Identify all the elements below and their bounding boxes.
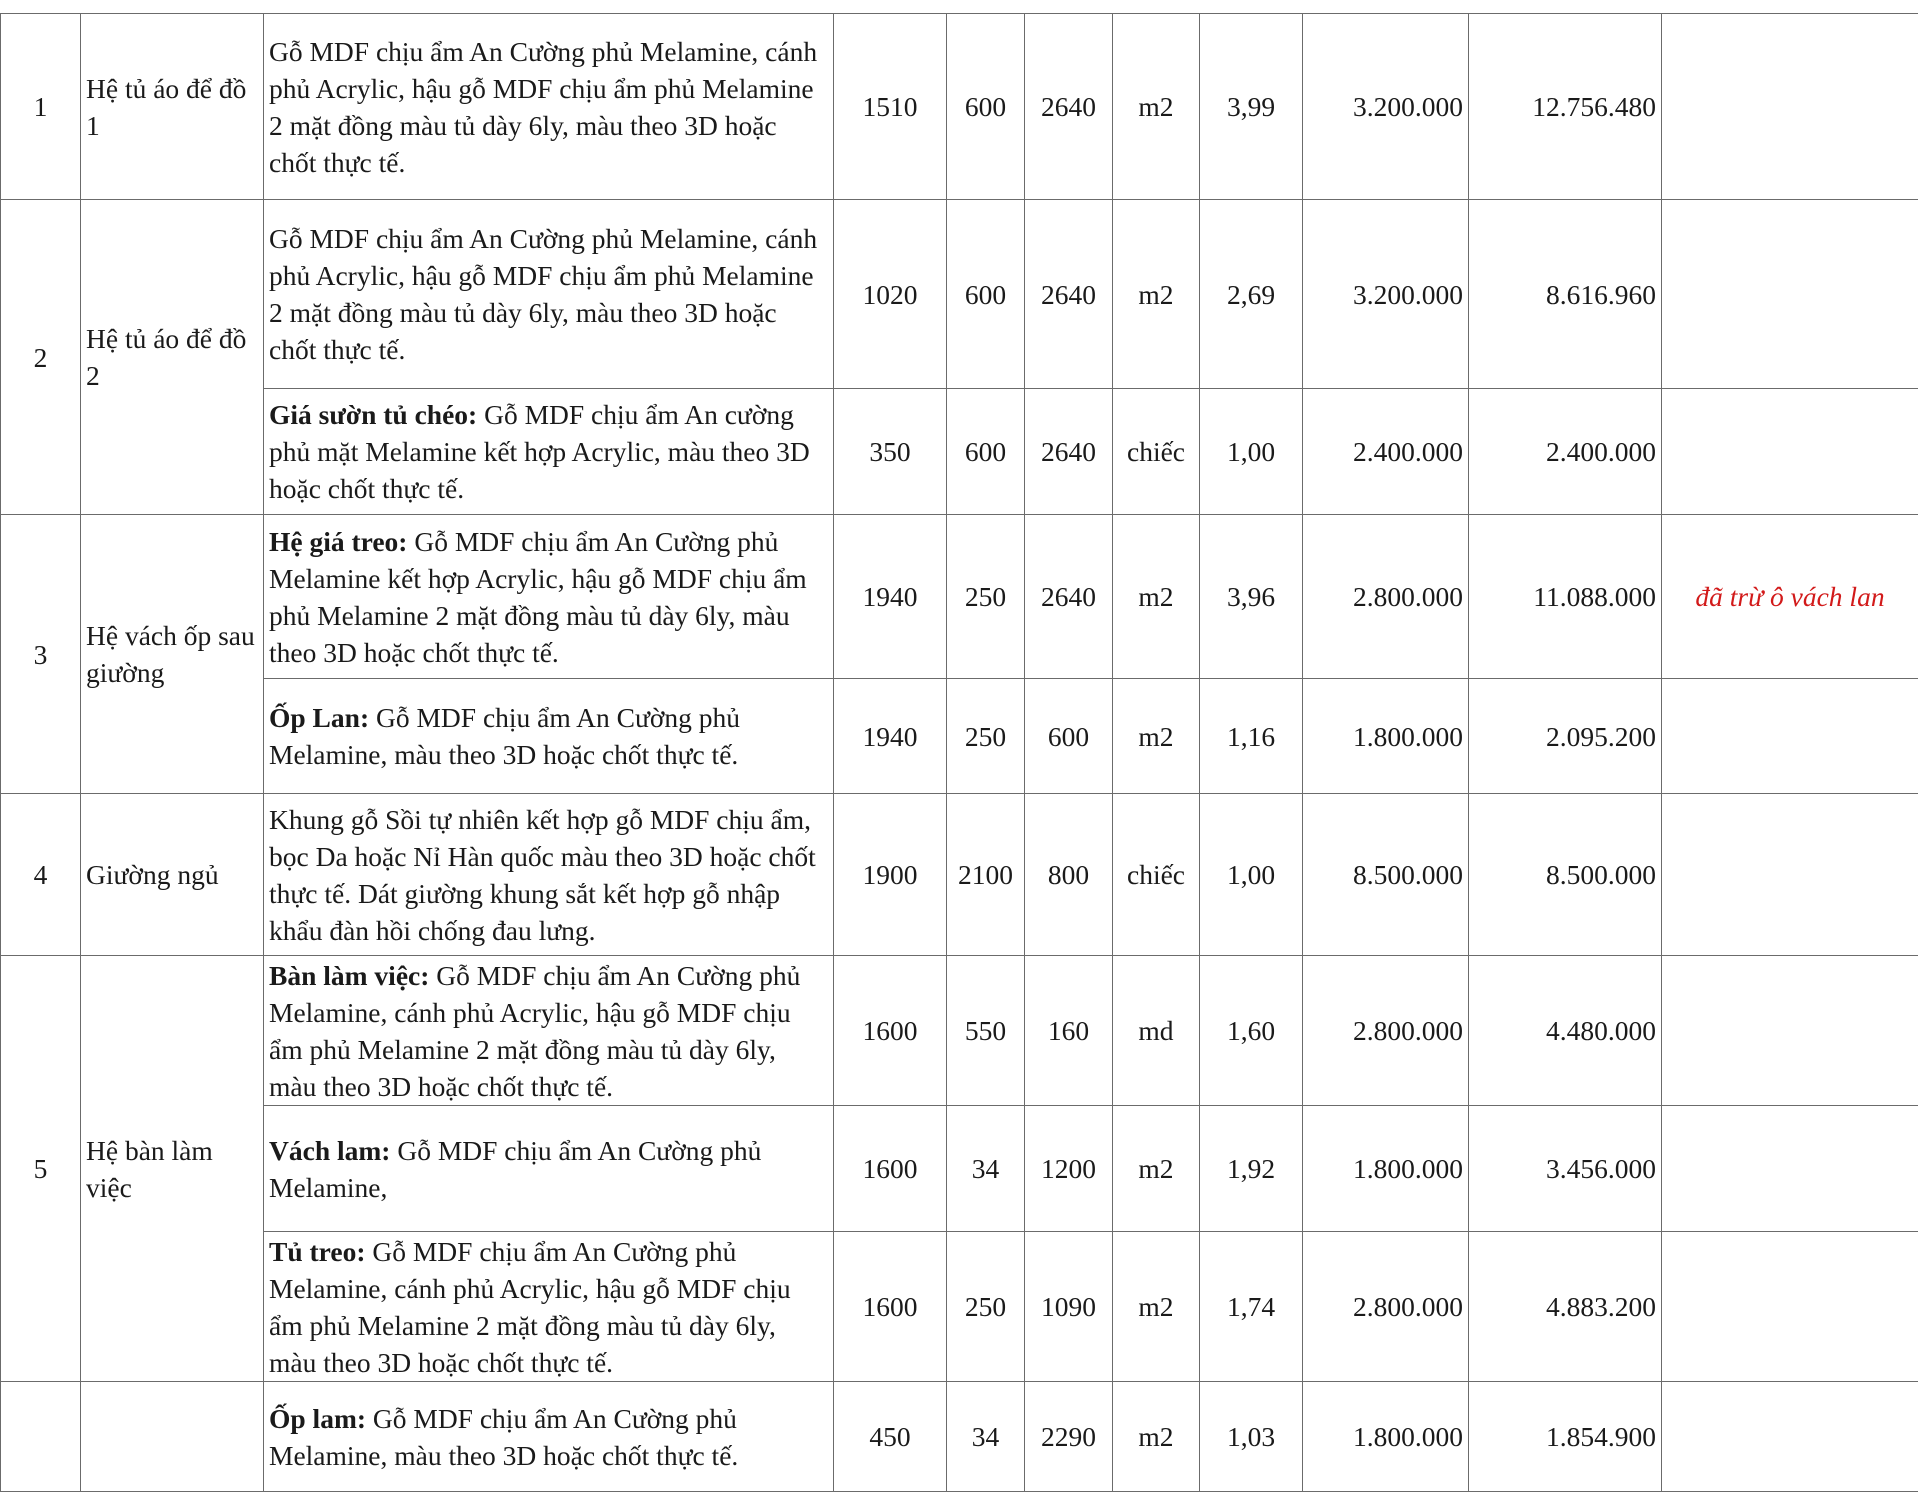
- note-cell: [1662, 1232, 1919, 1382]
- line-total: 8.616.960: [1469, 200, 1662, 389]
- width-value: 1600: [834, 956, 947, 1106]
- line-total: 2.095.200: [1469, 679, 1662, 794]
- line-total: 2.400.000: [1469, 389, 1662, 515]
- note-cell: [1662, 679, 1919, 794]
- unit-price: 3.200.000: [1303, 200, 1469, 389]
- table-row: [1, 1106, 1919, 1232]
- height-value: 800: [1025, 794, 1113, 956]
- note-cell: [1662, 956, 1919, 1106]
- table-row: [1, 956, 1919, 1106]
- height-value: 2640: [1025, 389, 1113, 515]
- unit-price: 1.800.000: [1303, 1106, 1469, 1232]
- description-text: Gỗ MDF chịu ẩm An Cường phủ Melamine, cánh phủ Acrylic, hậu gỗ MDF chịu ẩm phủ Melamine 2 mặt đồng màu tủ dày 6ly, màu theo 3D hoặc chốt thực tế.: [269, 1235, 791, 1378]
- item-description: [264, 14, 834, 200]
- depth-value: 250: [947, 1232, 1025, 1382]
- table-row: [1, 1382, 1919, 1492]
- item-number: 4: [1, 794, 81, 956]
- line-total: 12.756.480: [1469, 14, 1662, 200]
- height-value: 2640: [1025, 200, 1113, 389]
- item-description: [264, 200, 834, 389]
- height-value: 1090: [1025, 1232, 1113, 1382]
- note-cell: [1662, 14, 1919, 200]
- quantity-value: 3,99: [1200, 14, 1303, 200]
- description-text: Gỗ MDF chịu ẩm An Cường phủ Melamine, màu theo 3D hoặc chốt thực tế.: [269, 702, 741, 770]
- unit-value: m2: [1113, 515, 1200, 679]
- table-row: [1, 515, 1919, 679]
- line-total: 8.500.000: [1469, 794, 1662, 956]
- unit-value: m2: [1113, 200, 1200, 389]
- item-number: 5: [1, 956, 81, 1382]
- item-name: Hệ vách ốp sau giường: [81, 515, 264, 794]
- width-value: 350: [834, 389, 947, 515]
- item-name: Giường ngủ: [81, 794, 264, 956]
- quantity-value: 1,03: [1200, 1382, 1303, 1492]
- unit-price: 1.800.000: [1303, 679, 1469, 794]
- description-label: Tủ treo:: [269, 1235, 366, 1267]
- table-row: [1, 389, 1919, 515]
- item-name: Hệ tủ áo để đồ 1: [81, 14, 264, 200]
- note-cell: [1662, 389, 1919, 515]
- item-number: [1, 1382, 81, 1492]
- line-total: 1.854.900: [1469, 1382, 1662, 1492]
- line-total: 4.480.000: [1469, 956, 1662, 1106]
- depth-value: 600: [947, 389, 1025, 515]
- quotation-sheet: [0, 13, 1918, 1500]
- depth-value: 34: [947, 1106, 1025, 1232]
- quantity-value: 1,00: [1200, 794, 1303, 956]
- width-value: 1510: [834, 14, 947, 200]
- quantity-value: 2,69: [1200, 200, 1303, 389]
- description-label: Vách lam:: [269, 1134, 391, 1166]
- note-cell: [1662, 794, 1919, 956]
- quantity-value: 3,96: [1200, 515, 1303, 679]
- height-value: 2640: [1025, 515, 1113, 679]
- depth-value: 250: [947, 515, 1025, 679]
- table-row: [1, 14, 1919, 200]
- item-name: Hệ tủ áo để đồ 2: [81, 200, 264, 515]
- depth-value: 600: [947, 200, 1025, 389]
- item-description: [264, 1232, 834, 1382]
- width-value: 1600: [834, 1232, 947, 1382]
- item-description: [264, 794, 834, 956]
- quantity-value: 1,16: [1200, 679, 1303, 794]
- unit-price: 2.800.000: [1303, 956, 1469, 1106]
- description-text: Gỗ MDF chịu ẩm An cường phủ mặt Melamine kết hợp Acrylic, màu theo 3D hoặc chốt thực tế.: [269, 399, 810, 504]
- table-row: [1, 200, 1919, 389]
- line-total: 11.088.000: [1469, 515, 1662, 679]
- quantity-value: 1,60: [1200, 956, 1303, 1106]
- item-description: [264, 389, 834, 515]
- width-value: 1940: [834, 515, 947, 679]
- table-row: [1, 679, 1919, 794]
- unit-value: m2: [1113, 14, 1200, 200]
- description-text: Gỗ MDF chịu ẩm An Cường phủ Melamine kết hợp Acrylic, hậu gỗ MDF chịu ẩm phủ Melamine 2 mặt đồng màu tủ dày 6ly, màu theo 3D hoặc chốt thực tế.: [269, 525, 807, 668]
- quantity-value: 1,00: [1200, 389, 1303, 515]
- depth-value: 600: [947, 14, 1025, 200]
- width-value: 450: [834, 1382, 947, 1492]
- item-number: 3: [1, 515, 81, 794]
- unit-value: chiếc: [1113, 389, 1200, 515]
- item-number: 1: [1, 14, 81, 200]
- unit-value: m2: [1113, 1382, 1200, 1492]
- quantity-value: 1,92: [1200, 1106, 1303, 1232]
- height-value: 1200: [1025, 1106, 1113, 1232]
- table-row: [1, 1232, 1919, 1382]
- description-label: Giá sườn tủ chéo:: [269, 399, 478, 430]
- item-name: Hệ bàn làm việc: [81, 956, 264, 1382]
- description-text: Gỗ MDF chịu ẩm An Cường phủ Melamine, cánh phủ Acrylic, hậu gỗ MDF chịu ẩm phủ Melamine 2 mặt đồng màu tủ dày 6ly, màu theo 3D hoặc chốt thực tế.: [269, 223, 818, 365]
- quantity-value: 1,74: [1200, 1232, 1303, 1382]
- item-description: [264, 1382, 834, 1492]
- quotation-table: [0, 13, 1918, 1492]
- note-cell: [1662, 200, 1919, 389]
- unit-price: 2.400.000: [1303, 389, 1469, 515]
- unit-price: 2.800.000: [1303, 1232, 1469, 1382]
- height-value: 2640: [1025, 14, 1113, 200]
- description-label: Bàn làm việc:: [269, 959, 430, 991]
- item-description: [264, 515, 834, 679]
- line-total: 3.456.000: [1469, 1106, 1662, 1232]
- line-total: 4.883.200: [1469, 1232, 1662, 1382]
- item-description: [264, 679, 834, 794]
- description-text: Gỗ MDF chịu ẩm An Cường phủ Melamine, cánh phủ Acrylic, hậu gỗ MDF chịu ẩm phủ Melamine 2 mặt đồng màu tủ dày 6ly, màu theo 3D hoặc chốt thực tế.: [269, 35, 818, 178]
- description-text: Gỗ MDF chịu ẩm An Cường phủ Melamine, màu theo 3D hoặc chốt thực tế.: [269, 1402, 739, 1471]
- item-name: [81, 1382, 264, 1492]
- depth-value: 250: [947, 679, 1025, 794]
- description-text: Gỗ MDF chịu ẩm An Cường phủ Melamine, cánh phủ Acrylic, hậu gỗ MDF chịu ẩm phủ Melamine 2 mặt đồng màu tủ dày 6ly, màu theo 3D hoặc chốt thực tế.: [269, 959, 801, 1102]
- unit-price: 1.800.000: [1303, 1382, 1469, 1492]
- width-value: 1020: [834, 200, 947, 389]
- item-description: [264, 1106, 834, 1232]
- unit-value: chiếc: [1113, 794, 1200, 956]
- width-value: 1600: [834, 1106, 947, 1232]
- description-text: Gỗ MDF chịu ẩm An Cường phủ Melamine,: [269, 1134, 762, 1203]
- note-cell: [1662, 1106, 1919, 1232]
- unit-price: 8.500.000: [1303, 794, 1469, 956]
- width-value: 1900: [834, 794, 947, 956]
- item-number: 2: [1, 200, 81, 515]
- height-value: 160: [1025, 956, 1113, 1106]
- unit-value: m2: [1113, 679, 1200, 794]
- unit-value: md: [1113, 956, 1200, 1106]
- unit-price: 2.800.000: [1303, 515, 1469, 679]
- width-value: 1940: [834, 679, 947, 794]
- description-label: Ốp lam:: [269, 1402, 367, 1434]
- height-value: 2290: [1025, 1382, 1113, 1492]
- unit-price: 3.200.000: [1303, 14, 1469, 200]
- depth-value: 34: [947, 1382, 1025, 1492]
- note-cell: đã trừ ô vách lan: [1662, 515, 1919, 679]
- table-row: [1, 794, 1919, 956]
- unit-value: m2: [1113, 1106, 1200, 1232]
- depth-value: 550: [947, 956, 1025, 1106]
- description-text: Khung gỗ Sồi tự nhiên kết hợp gỗ MDF chịu ẩm, bọc Da hoặc Nỉ Hàn quốc màu theo 3D hoặc chốt thực tế. Dát giường khung sắt kết hợp gỗ nhập khẩu đàn hồi chống đau lưng.: [269, 803, 816, 946]
- description-label: Hệ giá treo:: [269, 525, 408, 557]
- description-label: Ốp Lan:: [269, 702, 370, 733]
- note-cell: [1662, 1382, 1919, 1492]
- unit-value: m2: [1113, 1232, 1200, 1382]
- height-value: 600: [1025, 679, 1113, 794]
- depth-value: 2100: [947, 794, 1025, 956]
- item-description: [264, 956, 834, 1106]
